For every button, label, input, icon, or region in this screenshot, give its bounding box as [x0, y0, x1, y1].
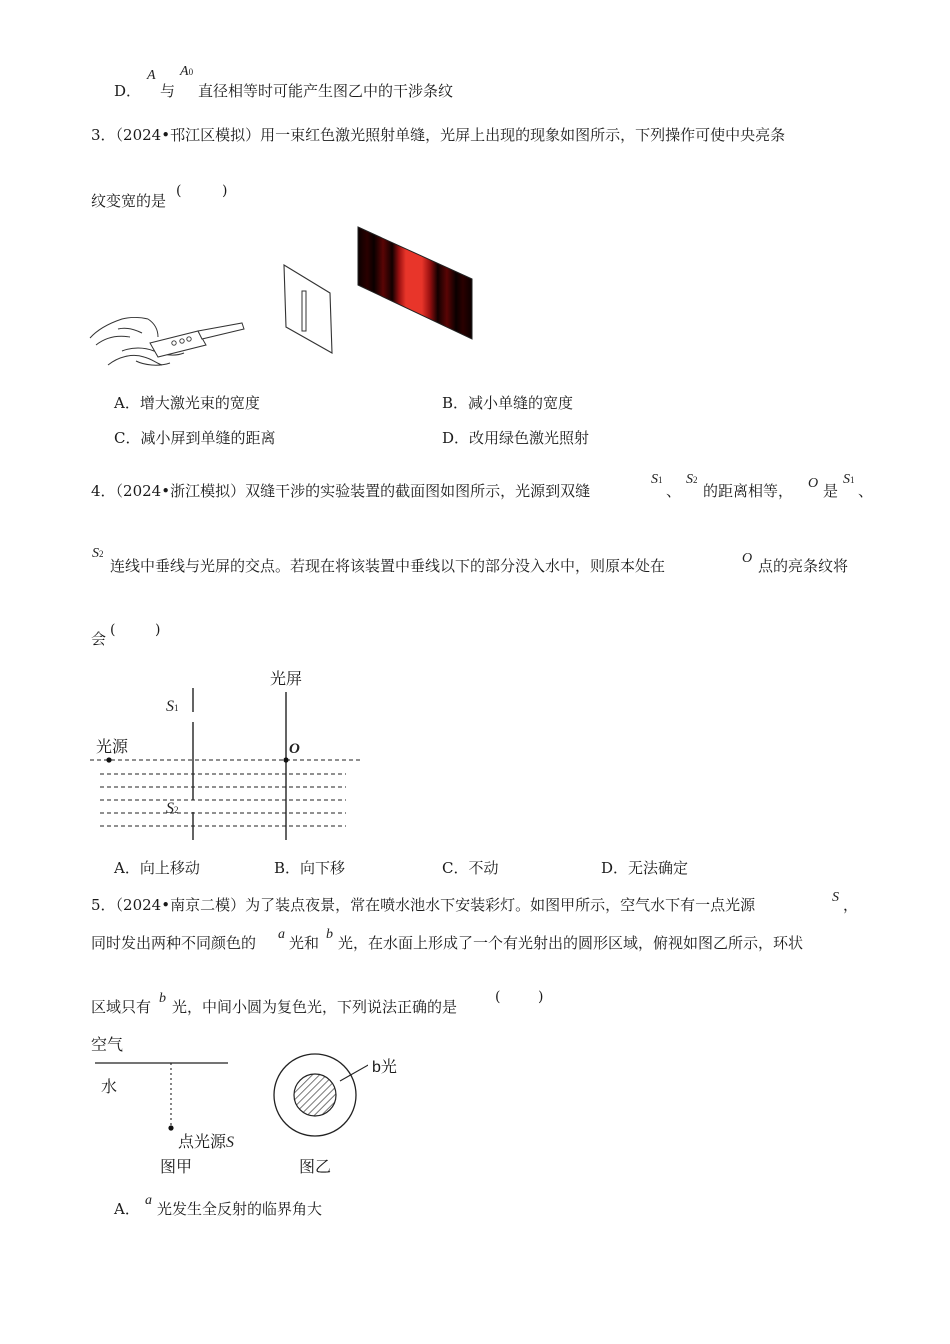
question-stem: 的距离相等，: [703, 482, 794, 500]
water-label: 水: [101, 1079, 118, 1096]
laser-pointer-icon: [150, 323, 244, 357]
option-a[interactable]: A．增大激光束的宽度: [114, 394, 260, 412]
question-stem-line2: 纹变宽的是: [91, 192, 167, 210]
b-light-label: b光: [372, 1059, 397, 1076]
screen-label: 光屏: [270, 671, 303, 688]
question-stem: ，: [843, 896, 859, 914]
math-s: S: [832, 890, 839, 905]
question-source: （2024•浙江模拟）: [115, 482, 246, 500]
question-stem: 光和: [289, 934, 320, 952]
question-stem: 连线中垂线与光屏的交点。若现在将该装置中垂线以下的部分没入水中，则原本处在: [110, 557, 666, 575]
math-a: a: [145, 1193, 152, 1208]
option-b[interactable]: B．减小单缝的宽度: [442, 394, 574, 412]
math-b: b: [159, 991, 166, 1006]
question-source: （2024•南京二模）: [115, 896, 246, 914]
question-source: （2024•邗江区模拟）: [115, 126, 261, 144]
question-stem: 用一束红色激光照射单缝，光屏上出现的现象如图所示，下列操作可使中央亮条: [260, 126, 786, 144]
question-stem: 光，在水面上形成了一个有光射出的圆形区域，俯视如图乙所示，环状: [338, 934, 804, 952]
laser-single-slit-figure: [88, 225, 478, 375]
question-number: 4．（2024•浙江模拟）双缝干涉的实验装置的截面图如图所示，光源到双缝: [91, 482, 591, 500]
answer-paren-close: ): [222, 183, 228, 199]
math-s2: S2: [92, 546, 104, 561]
option-c[interactable]: C．不动: [442, 859, 499, 877]
answer-paren-open: (: [110, 622, 116, 638]
option-d[interactable]: D．改用绿色激光照射: [442, 429, 590, 447]
question-stem: 双缝干涉的实验装置的截面图如图所示，光源到双缝: [245, 482, 591, 500]
math-o: O: [808, 476, 819, 491]
s1-label: S1: [166, 698, 179, 715]
figure-yi-caption: 图乙: [299, 1159, 332, 1176]
light-source-dot: [106, 757, 111, 762]
math-a: a: [278, 927, 285, 942]
answer-paren-close: ): [538, 989, 544, 1005]
point-source-label: 点光源S: [178, 1134, 235, 1151]
answer-paren-open: (: [495, 989, 501, 1005]
diffraction-screen: [358, 227, 472, 339]
option-b[interactable]: B．向下移: [274, 859, 346, 877]
answer-paren-open: (: [176, 183, 182, 199]
option-a[interactable]: A．: [114, 1200, 140, 1218]
separator: 、: [858, 482, 874, 500]
question-number: 3．（2024•邗江区模拟）用一束红色激光照射单缝，光屏上出现的现象如图所示，下列操作可使中央亮条: [91, 126, 786, 144]
s2-label: S2: [166, 800, 179, 817]
separator: 、: [666, 482, 682, 500]
math-var-a0: A0: [180, 64, 194, 79]
air-label: 空气: [91, 1037, 124, 1054]
math-s1: S1: [843, 472, 855, 487]
option-d[interactable]: D．无法确定: [601, 859, 689, 877]
question-stem: 同时发出两种不同颜色的: [91, 934, 257, 952]
o-label: O: [289, 741, 300, 757]
point-o-dot: [283, 757, 288, 762]
option-label: D．: [114, 82, 142, 100]
question-stem: 为了装点夜景，常在喷水池水下安装彩灯。如图甲所示，空气水下有一点光源: [245, 896, 756, 914]
question-stem: 点的亮条纹将: [758, 557, 849, 575]
option-a-text[interactable]: 光发生全反射的临界角大: [157, 1200, 323, 1218]
figure-jia-caption: 图甲: [160, 1159, 193, 1176]
math-s2: S2: [686, 472, 698, 487]
question-stem: 光，中间小圆为复色光，下列说法正确的是: [172, 998, 458, 1016]
answer-paren-close: ): [155, 622, 161, 638]
inner-compound-light-circle: [294, 1074, 336, 1116]
math-var-a: A: [147, 68, 156, 83]
option-c[interactable]: C．减小屏到单缝的距离: [114, 429, 276, 447]
single-slit-plate: [284, 265, 332, 353]
conjunction: 与: [160, 82, 176, 100]
question-number: 5．（2024•南京二模）为了装点夜景，常在喷水池水下安装彩灯。如图甲所示，空气水下有一点光源: [91, 896, 756, 914]
math-b: b: [326, 927, 333, 942]
question-stem: 区域只有: [91, 998, 152, 1016]
question-stem: 是: [823, 482, 839, 500]
option-text: 直径相等时可能产生图乙中的干涉条纹: [198, 82, 454, 100]
water-region: [100, 774, 346, 826]
question-stem: 会: [91, 630, 107, 648]
point-source-dot: [168, 1125, 173, 1130]
light-source-label: 光源: [96, 739, 129, 756]
option-a[interactable]: A．向上移动: [114, 859, 200, 877]
math-o: O: [742, 551, 753, 566]
math-s1: S1: [651, 472, 663, 487]
